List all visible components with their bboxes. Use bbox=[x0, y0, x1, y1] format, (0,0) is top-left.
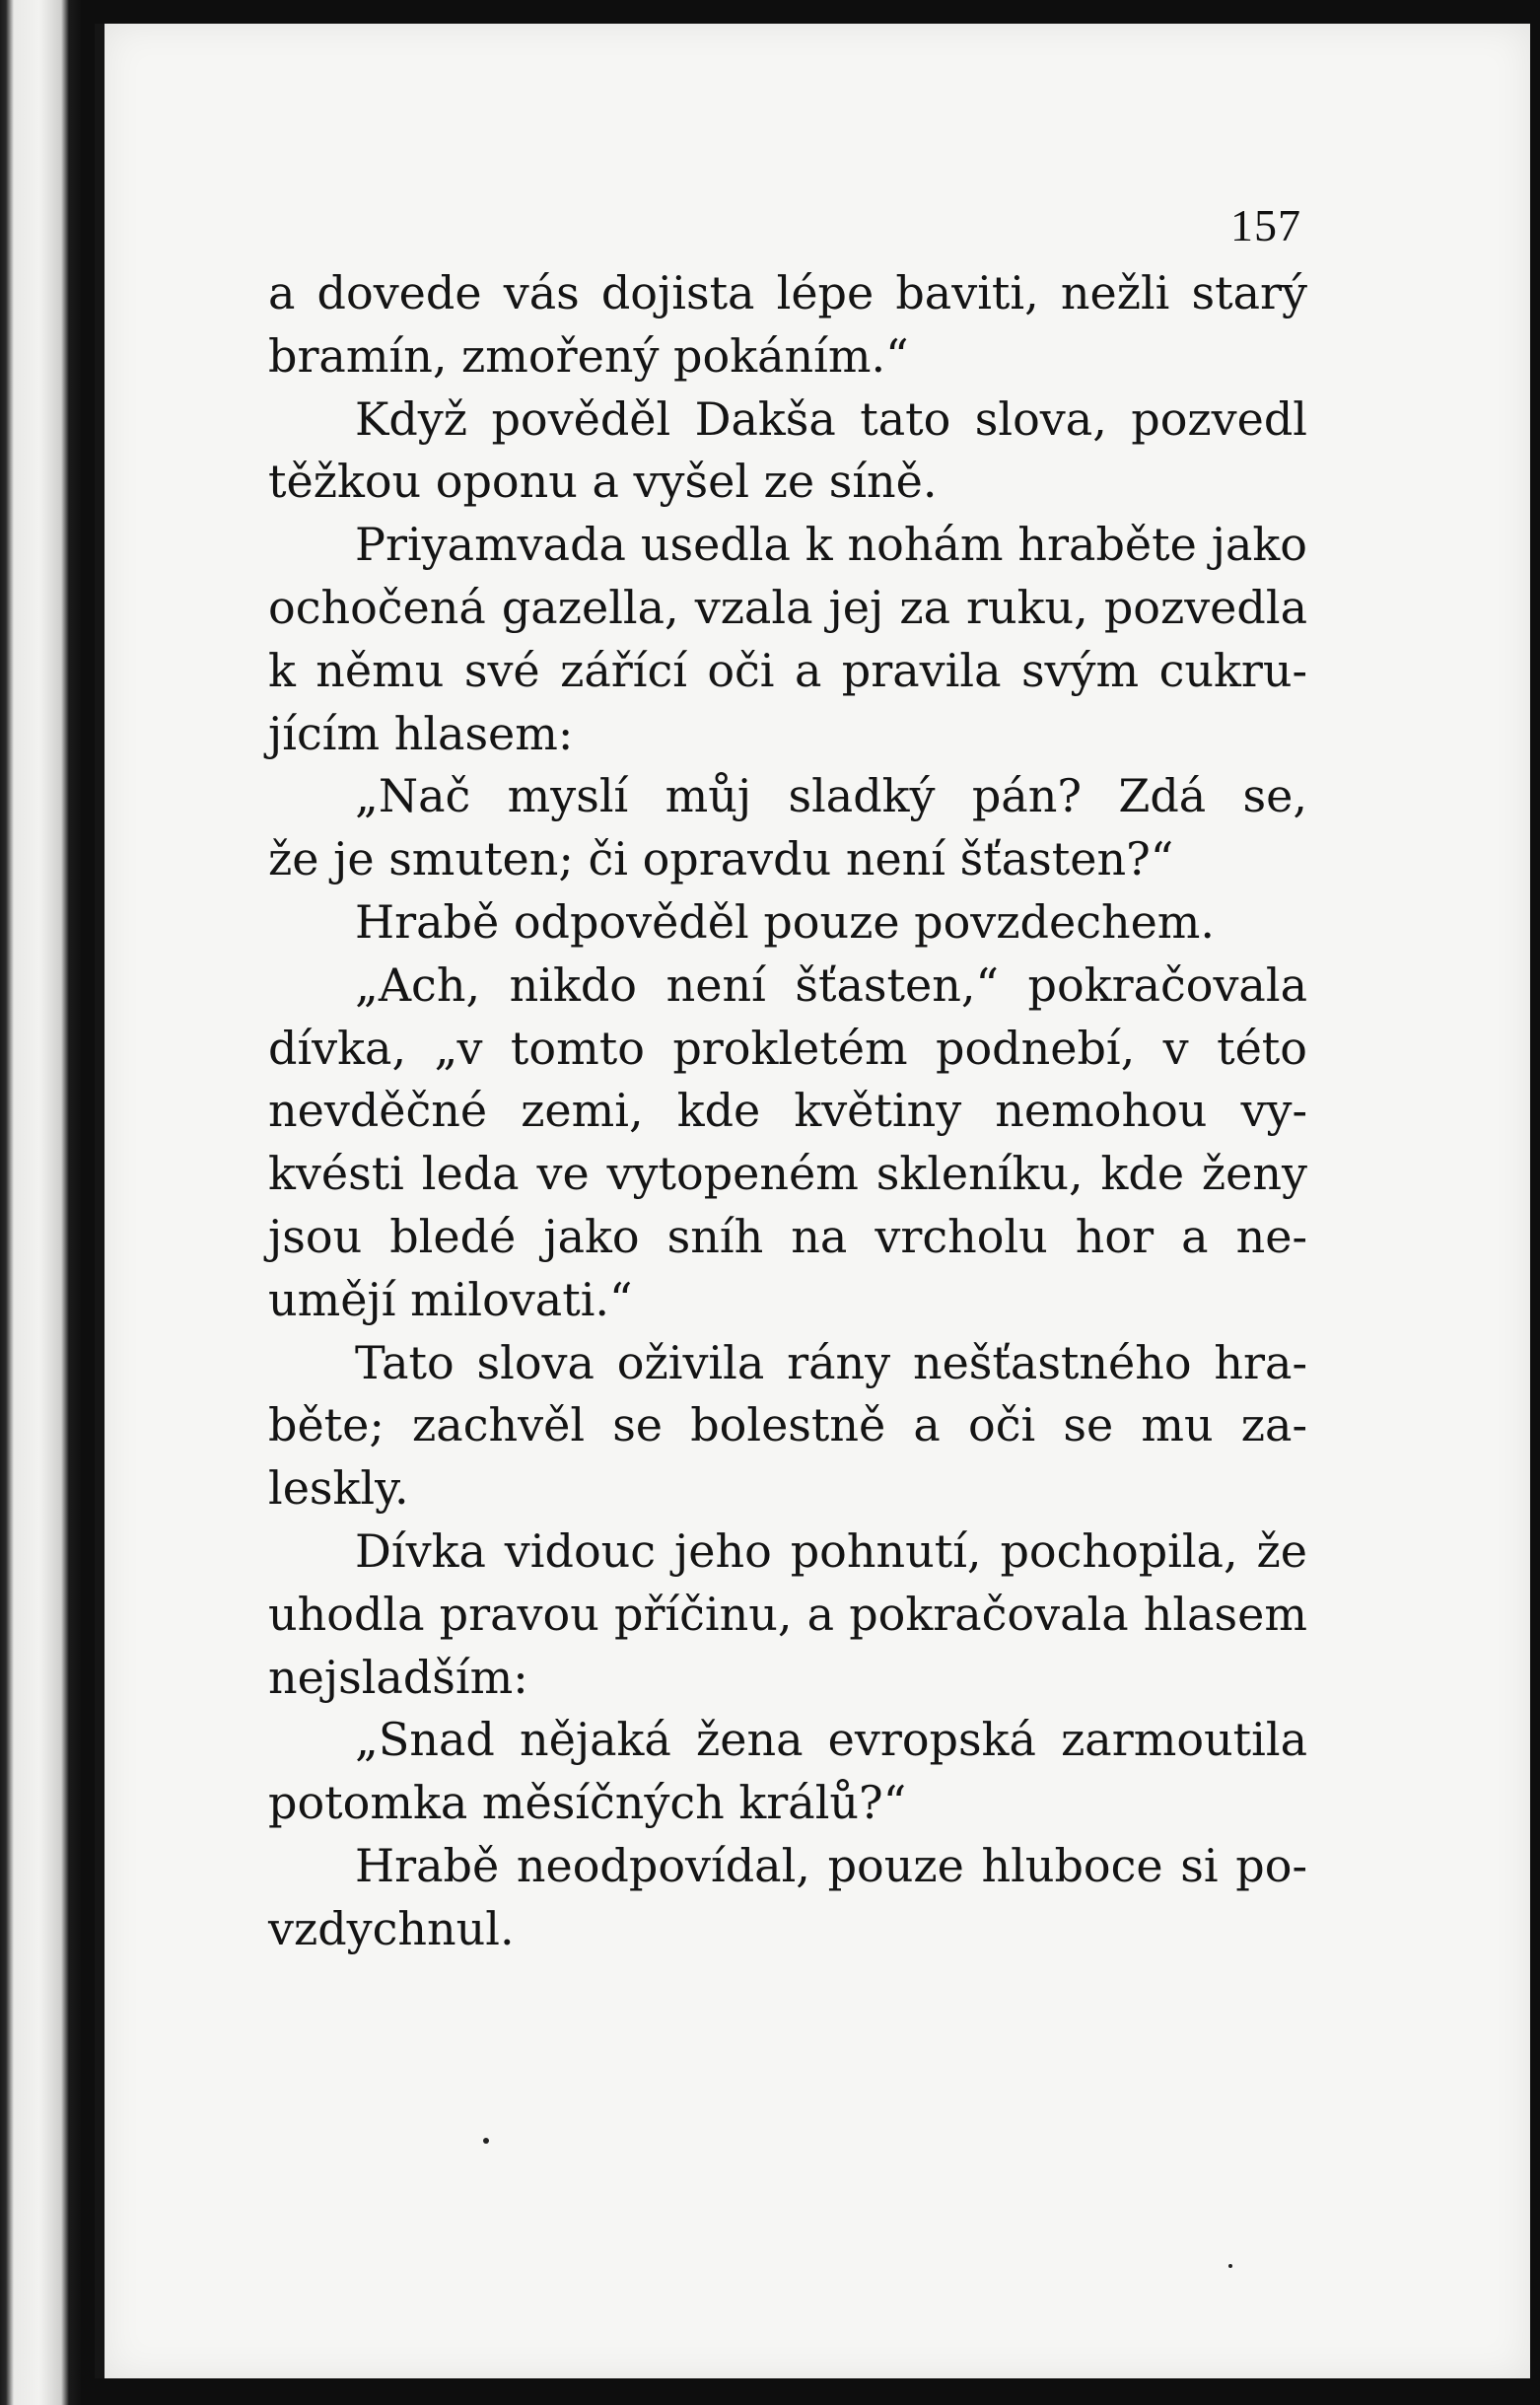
text-line: dívka, „v tomto prokletém podnebí, v této bbox=[268, 1021, 1307, 1075]
text-line: Hrabě neodpovídal, pouze hluboce si po- bbox=[355, 1838, 1307, 1892]
page-number: 157 bbox=[1230, 200, 1301, 250]
text-line: uhodla pravou příčinu, a pokračovala hlasem bbox=[268, 1587, 1307, 1641]
text-line: „Nač myslí můj sladký pán? Zdá se, bbox=[355, 769, 1307, 823]
previous-page-edge bbox=[0, 0, 81, 2405]
text-line: ochočená gazella, vzala jej za ruku, pozvedla bbox=[268, 580, 1307, 634]
text-line: leskly. bbox=[268, 1461, 409, 1516]
text-line: jícím hlasem: bbox=[268, 706, 574, 760]
text-line: a dovede vás dojista lépe baviti, nežli starý bbox=[268, 266, 1307, 319]
text-line: „Ach, nikdo není šťasten,“ pokračovala bbox=[355, 957, 1307, 1012]
text-line: potomka měsíčných králů?“ bbox=[268, 1776, 907, 1830]
text-line: Když pověděl Dakša tato slova, pozvedl bbox=[355, 391, 1307, 446]
text-line: Hrabě odpověděl pouze povzdechem. bbox=[355, 894, 1216, 949]
text-line: Tato slova oživila rány nešťastného hra- bbox=[355, 1335, 1307, 1389]
text-line: jsou bledé jako sníh na vrcholu hor a ne- bbox=[268, 1209, 1307, 1263]
text-line: umějí milovati.“ bbox=[268, 1272, 633, 1326]
ink-speck bbox=[1228, 2264, 1232, 2268]
text-line: nejsladším: bbox=[268, 1650, 528, 1704]
ink-speck bbox=[483, 2138, 489, 2144]
text-line: běte; zachvěl se bolestně a oči se mu za- bbox=[268, 1398, 1307, 1452]
text-line: k němu své zářící oči a pravila svým cukru- bbox=[268, 643, 1307, 697]
text-line: kvésti leda ve vytopeném skleníku, kde ženy bbox=[268, 1147, 1307, 1201]
body-text bbox=[268, 262, 1307, 1961]
text-line: bramín, zmořený pokáním.“ bbox=[268, 328, 909, 383]
text-line: nevděčné zemi, kde květiny nemohou vy- bbox=[268, 1084, 1307, 1138]
text-line: Priyamvada usedla k nohám hraběte jako bbox=[355, 518, 1307, 572]
text-line: že je smuten; či opravdu není šťasten?“ bbox=[268, 832, 1174, 886]
text-line: vzdychnul. bbox=[268, 1901, 515, 1955]
text-line: „Snad nějaká žena evropská zarmoutila bbox=[355, 1713, 1307, 1767]
text-line: Dívka vidouc jeho pohnutí, pochopila, že bbox=[355, 1523, 1307, 1578]
text-line: těžkou oponu a vyšel ze síně. bbox=[268, 455, 938, 509]
